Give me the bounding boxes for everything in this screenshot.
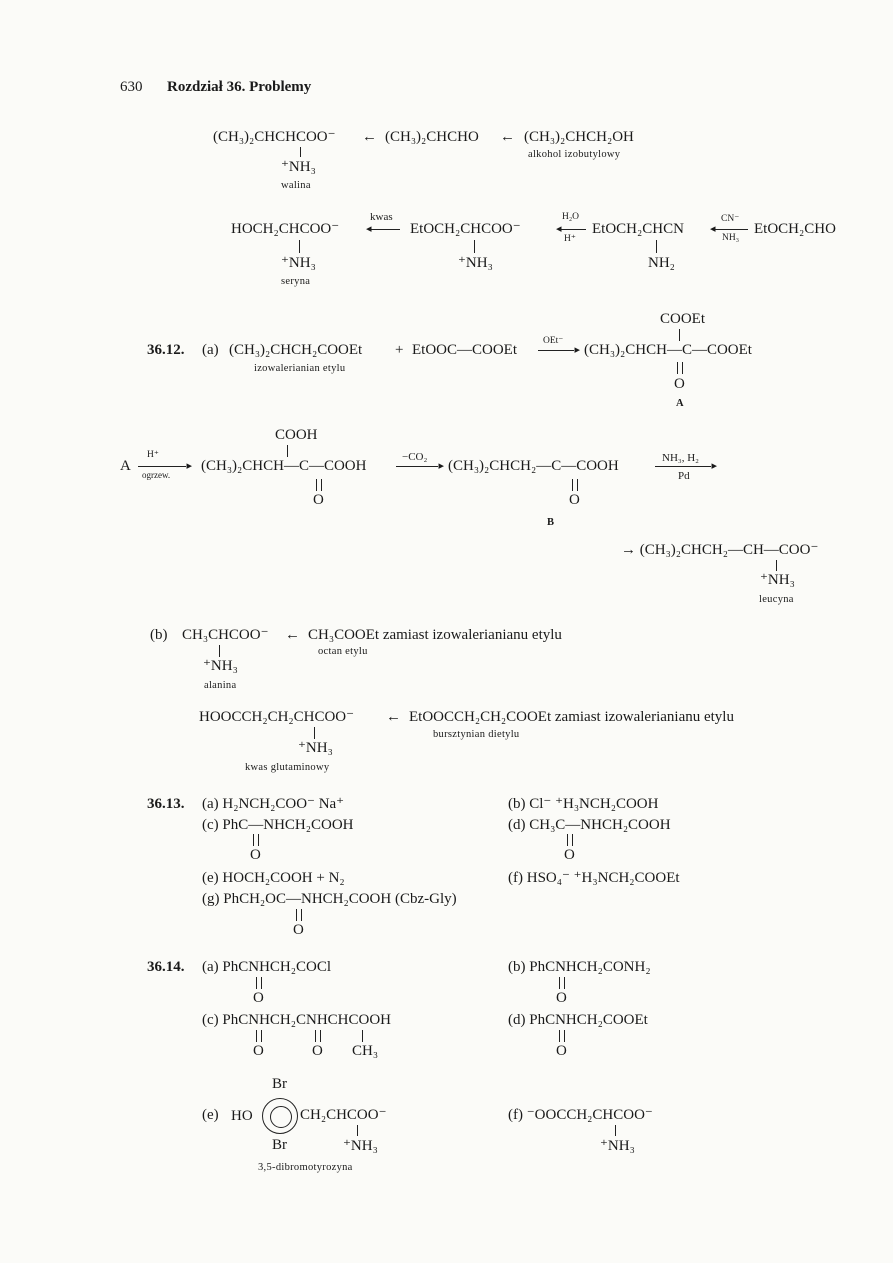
- acid: (CH₃)₂CHCH—C—COOH: [201, 458, 367, 474]
- serine-product: HOCH₂CHCOO⁻: [231, 221, 340, 237]
- reactant1-name: izowalerianian etylu: [254, 363, 346, 374]
- part-b-label: (b): [150, 627, 168, 643]
- problem-number-3612: 36.12.: [147, 342, 185, 358]
- acid-top: COOH: [275, 427, 318, 443]
- arrow-left: ◂: [556, 229, 586, 230]
- double-bond: [296, 909, 302, 921]
- step4-bottom: Pd: [678, 470, 690, 482]
- answer-b: (b) Cl⁻ ⁺H₃NCH₂COOH: [508, 796, 659, 812]
- answer-f: (f) ⁻OOCCH₂CHCOO⁻: [508, 1107, 653, 1123]
- glutamic-source-name: bursztynian dietylu: [433, 729, 520, 740]
- answer-g: (g) PhCH₂OC—NHCH₂COOH (Cbz-Gly): [202, 891, 457, 907]
- serine-step2-bottom: H⁺: [564, 234, 576, 244]
- oxo: O: [674, 376, 685, 392]
- step3-reagent: −CO₂: [402, 451, 428, 463]
- answer-a: (a) H₂NCH₂COO⁻ Na⁺: [202, 796, 345, 812]
- alanine-name: alanina: [204, 680, 237, 691]
- step4-top: NH₃, H₂: [662, 452, 700, 464]
- serine-amine: ⁺NH₃: [458, 255, 493, 271]
- double-bond: [256, 977, 262, 989]
- chapter-title: Rozdział 36. Problemy: [167, 79, 312, 95]
- step2-start: A: [120, 458, 131, 474]
- bond: [314, 727, 315, 739]
- bond: [219, 645, 220, 657]
- oxo: O: [569, 492, 580, 508]
- bond: [474, 240, 475, 253]
- arrow-left: ←: [386, 709, 401, 725]
- double-bond: [315, 1030, 321, 1042]
- double-bond: [316, 479, 322, 491]
- answer-f: (f) HSO₄⁻ ⁺H₃NCH₂COOEt: [508, 870, 680, 886]
- glutamic-name: kwas glutaminowy: [245, 762, 330, 773]
- problem-number-3613: 36.13.: [147, 796, 185, 812]
- bromo-bottom: Br: [272, 1137, 287, 1153]
- step1-reagent: OEt⁻: [543, 336, 564, 346]
- oxo: O: [564, 847, 575, 863]
- answer-a: (a) PhCNHCH₂COCl: [202, 959, 331, 975]
- answer-c: (c) PhCNHCH₂CNHCHCOOH: [202, 1012, 391, 1028]
- answer-b: (b) PhCNHCH₂CONH₂: [508, 959, 651, 975]
- serine-start: EtOCH₂CHO: [754, 221, 836, 237]
- serine-amine: ⁺NH₃: [281, 255, 316, 271]
- leucine-name: leucyna: [759, 594, 794, 605]
- product-a-top: COOEt: [660, 311, 705, 327]
- bond: [357, 1125, 358, 1136]
- bond: [299, 240, 300, 253]
- leucine: → (CH₃)₂CHCH₂—CH—COO⁻: [621, 542, 819, 558]
- plus: +: [395, 342, 404, 358]
- double-bond: [256, 1030, 262, 1042]
- arrow-right: ▸: [138, 466, 190, 467]
- page-number: 630: [120, 79, 143, 95]
- bond: [287, 445, 288, 457]
- bond: [656, 240, 657, 253]
- oxo: O: [250, 847, 261, 863]
- reactant2: EtOOC—COOEt: [412, 342, 517, 358]
- arrow-left: ←: [362, 129, 377, 145]
- valine-name: walina: [281, 180, 311, 191]
- oxo: O: [556, 990, 567, 1006]
- oxo: O: [253, 990, 264, 1006]
- label-a: A: [676, 398, 684, 409]
- aspartate-amine: ⁺NH₃: [600, 1138, 635, 1154]
- double-bond: [567, 834, 573, 846]
- benzene-ring: [262, 1098, 298, 1134]
- bromo-top: Br: [272, 1076, 287, 1092]
- serine-amine: NH₂: [648, 255, 675, 271]
- bond: [615, 1125, 616, 1136]
- step2-top: H⁺: [147, 450, 159, 460]
- bond: [300, 147, 301, 157]
- answer-e: (e) HOCH₂COOH + N₂: [202, 870, 345, 886]
- valine-start: (CH₃)₂CHCH₂OH: [524, 129, 634, 145]
- arrow-left: ←: [285, 627, 300, 643]
- arrow-right: ▸: [655, 466, 715, 467]
- oxo: O: [253, 1043, 264, 1059]
- double-bond: [253, 834, 259, 846]
- glutamic-acid: HOOCCH₂CH₂CHCOO⁻: [199, 709, 355, 725]
- double-bond: [677, 362, 683, 374]
- oxo: O: [312, 1043, 323, 1059]
- alanine: CH₃CHCOO⁻: [182, 627, 269, 643]
- double-bond: [559, 977, 565, 989]
- oxo: O: [556, 1043, 567, 1059]
- serine-int2: EtOCH₂CHCN: [592, 221, 684, 237]
- glutamic-source: EtOOCCH₂CH₂COOEt zamiast izowalerianianu etylu: [409, 709, 734, 725]
- leucine-amine: ⁺NH₃: [760, 572, 795, 588]
- product-b: (CH₃)₂CHCH₂—C—COOH: [448, 458, 619, 474]
- valine-start-name: alkohol izobutylowy: [528, 149, 621, 160]
- arrow-right: ▸: [538, 350, 578, 351]
- tyrosine-amine: ⁺NH₃: [343, 1138, 378, 1154]
- glutamic-amine: ⁺NH₃: [298, 740, 333, 756]
- answer-d: (d) PhCNHCH₂COOEt: [508, 1012, 648, 1028]
- oxo: O: [313, 492, 324, 508]
- serine-step2-top: H₂O: [562, 212, 580, 222]
- valine-intermediate: (CH₃)₂CHCHO: [385, 129, 479, 145]
- answer-d: (d) CH₃C—NHCH₂COOH: [508, 817, 671, 833]
- serine-step1-reagent: kwas: [370, 211, 393, 223]
- serine-step3-top: CN⁻: [721, 214, 740, 224]
- part-a-label: (a): [202, 342, 219, 358]
- product-a: (CH₃)₂CHCH—C—COOEt: [584, 342, 752, 358]
- tyrosine-chain: CH₂CHCOO⁻: [300, 1107, 387, 1123]
- problem-number-3614: 36.14.: [147, 959, 185, 975]
- serine-int1: EtOCH₂CHCOO⁻: [410, 221, 521, 237]
- serine-step3-bottom: NH₃: [722, 233, 740, 243]
- answer-c: (c) PhC—NHCH₂COOH: [202, 817, 354, 833]
- arrow-left: ◂: [710, 229, 748, 230]
- arrow-left: ◂: [366, 229, 400, 230]
- oxo: O: [293, 922, 304, 938]
- alanine-source-name: octan etylu: [318, 646, 368, 657]
- step2-bottom: ogrzew.: [142, 470, 171, 480]
- hydroxyl: HO: [231, 1108, 253, 1124]
- label-b: B: [547, 517, 555, 528]
- answer-e-label: (e): [202, 1107, 219, 1123]
- alanine-amine: ⁺NH₃: [203, 658, 238, 674]
- tyrosine-name: 3,5-dibromotyrozyna: [258, 1162, 353, 1173]
- methyl: CH₃: [352, 1043, 379, 1059]
- valine-product: (CH₃)₂CHCHCOO⁻: [213, 129, 336, 145]
- bond: [679, 329, 680, 341]
- arrow-left: ←: [500, 129, 515, 145]
- alanine-source: CH₃COOEt zamiast izowalerianianu etylu: [308, 627, 562, 643]
- bond: [362, 1030, 363, 1042]
- serine-name: seryna: [281, 276, 311, 287]
- double-bond: [572, 479, 578, 491]
- valine-amine: ⁺NH₃: [281, 159, 316, 175]
- arrow-right: ▸: [396, 466, 442, 467]
- double-bond: [559, 1030, 565, 1042]
- bond: [776, 560, 777, 571]
- reactant1: (CH₃)₂CHCH₂COOEt: [229, 342, 363, 358]
